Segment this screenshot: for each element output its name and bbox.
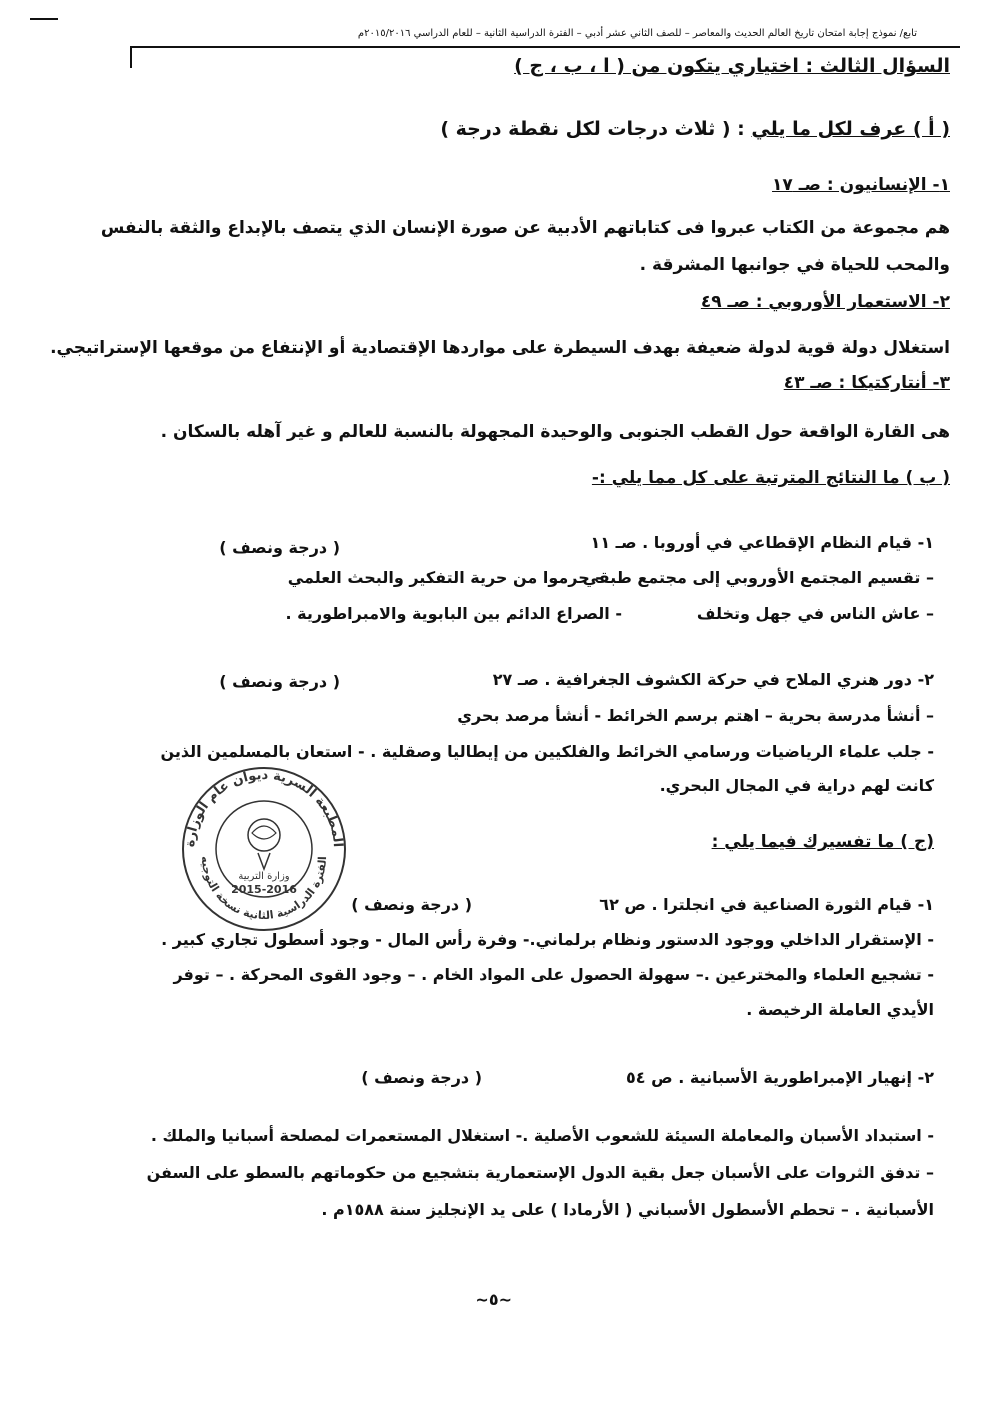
term-1: ١- الإنسانيون : صـ ١٧	[772, 175, 950, 195]
part-b-item-2-line-2: - جلب علماء الرياضيات ورسامي الخرائط والفلكيين من إيطاليا وصقلية . - استعان بالمسلمين الذين	[160, 742, 934, 761]
part-a-heading: ( أ ) عرف لكل ما يلي	[751, 118, 950, 140]
part-b-item-1-grade: ( درجة ونصف )	[219, 538, 340, 557]
part-b-item-1-point-1: – تقسيم المجتمع الأوروبي إلى مجتمع طبقي	[582, 568, 934, 587]
stamp-year: 2015-2016	[231, 883, 297, 896]
definition-1-line-1: هم مجموعة من الكتاب عبروا فى كتاباتهم الأدبية عن صورة الإنسان الذي يتصف بالإبداع والثقة بالنفس	[100, 218, 950, 238]
page-number: ~٥~	[475, 1290, 512, 1309]
header-rule-left	[130, 46, 132, 68]
part-b-item-1-point-2: - حرموا من حرية التفكير والبحث العلمي	[287, 568, 602, 587]
definition-2-line-1: استغلال دولة قوية لدولة ضعيفة بهدف السيطرة على مواردها الإقتصادية أو الإنتفاع من موقعها الإستراتيجي.	[50, 338, 950, 358]
part-c-heading: (ج ) ما تفسيرك فيما يلي :	[711, 832, 934, 852]
part-a-header	[440, 118, 950, 140]
part-c-item-2-line-3: الأسبانية . – تحطم الأسطول الأسباني ( الأرمادا ) على يد الإنجليز سنة ١٥٨٨م .	[321, 1200, 934, 1219]
part-c-item-1-line-1: - الإستقرار الداخلي ووجود الدستور ونظام برلماني.- وفرة رأس المال - وجود أسطول تجاري كبير .	[161, 930, 934, 949]
term-2: ٢- الاستعمار الأوروبي : صـ ٤٩	[700, 292, 950, 312]
definition-1-line-2: والمحب للحياة في جوانبها المشرقة .	[639, 255, 950, 275]
part-c-item-2-line-2: – تدفق الثروات على الأسبان جعل بقية الدول الإستعمارية بتشجيع من حكوماتهم بالسطو على السفن	[146, 1163, 934, 1182]
part-c-item-2-title: ٢- إنهيار الإمبراطورية الأسبانية . ص ٥٤	[626, 1068, 934, 1087]
part-c-item-1-title: ١- قيام الثورة الصناعية في انجلترا . ص ٦٢	[599, 895, 934, 914]
header-rule	[130, 46, 960, 48]
part-b-item-1-title: ١- قيام النظام الإقطاعي في أوروبا . صـ ١١	[590, 533, 934, 552]
part-b-item-2-grade: ( درجة ونصف )	[219, 672, 340, 691]
stamp-center-text: وزارة التربية	[238, 871, 290, 882]
part-c-item-1-grade: ( درجة ونصف )	[351, 895, 472, 914]
ministry-stamp	[180, 765, 348, 933]
stamp-lower-text: الفترة الدراسية الثانية نسخة التوجيه	[198, 855, 330, 922]
emblem-icon	[248, 819, 280, 869]
part-c-item-1-line-2: - تشجيع العلماء والمخترعين .– سهولة الحصول على المواد الخام . – وجود القوى المحركة . – توفر	[173, 965, 934, 984]
part-b-item-2-line-3: كانت لهم دراية في المجال البحري.	[659, 776, 934, 795]
part-a-note: : ( ثلاث درجات لكل نقطة درجة )	[440, 118, 745, 140]
part-b-item-2-line-1: – أنشأ مدرسة بحرية – اهتم برسم الخرائط - أنشأ مرصد بحري	[457, 706, 934, 725]
part-b-item-1-point-3: – عاش الناس في جهل وتخلف	[696, 604, 934, 623]
part-b-item-1-point-4: - الصراع الدائم بين البابوية والامبراطورية .	[285, 604, 622, 623]
part-b-item-2-title: ٢- دور هنري الملاح في حركة الكشوف الجغرافية . صـ ٢٧	[492, 670, 934, 689]
definition-3-line-1: هى القارة الواقعة حول القطب الجنوبى والوحيدة المجهولة بالنسبة للعالم و غير آهله بالسكان .	[160, 422, 950, 442]
corner-mark	[30, 18, 58, 20]
part-c-item-2-line-1: - استبداد الأسبان والمعاملة السيئة للشعوب الأصلية .- استغلال المستعمرات لمصلحة أسبانيا والملك .	[150, 1126, 934, 1145]
stamp-outer-text: المطبعة السرية ديوان عام الوزارة	[182, 767, 346, 848]
term-3: ٣- أنتاركتيكا : صـ ٤٣	[783, 373, 950, 393]
part-c-item-1-line-3: الأيدي العاملة الرخيصة .	[746, 1000, 934, 1019]
question-title: السؤال الثالث : اختياري يتكون من ( ا ، ب ، ج )	[514, 55, 950, 77]
part-b-heading: ( ب ) ما النتائج المترتبة على كل مما يلي :-	[591, 468, 950, 488]
part-c-item-2-grade: ( درجة ونصف )	[361, 1068, 482, 1087]
header-line: تابع/ نموذج إجابة امتحان تاريخ العالم الحديث والمعاصر – للصف الثاني عشر أدبي – الفترة الدراسية الثانية – للعام الدراسي ٢٠١٥/٢٠١٦م	[357, 28, 917, 39]
